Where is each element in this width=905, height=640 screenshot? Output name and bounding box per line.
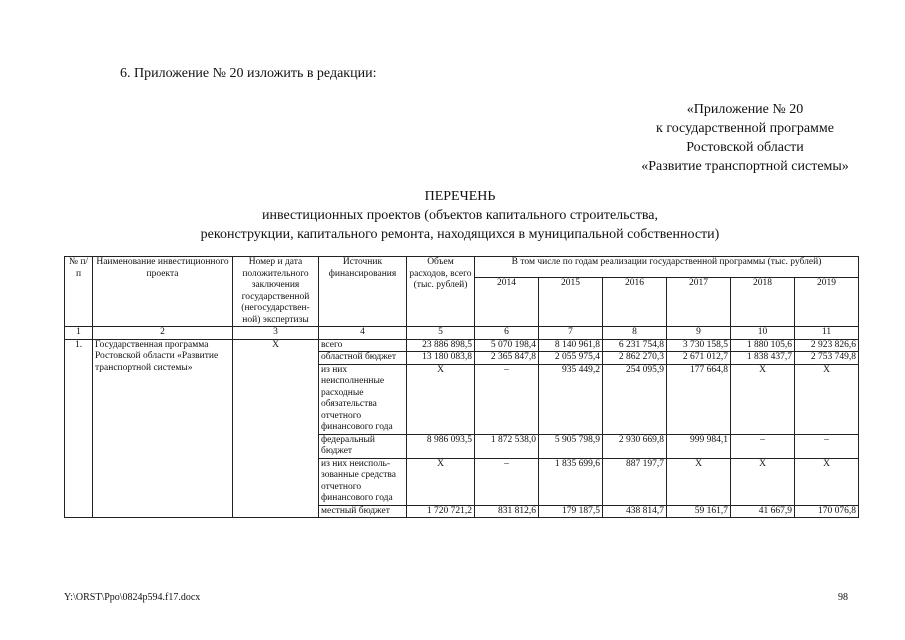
appendix-line: «Развитие транспортной системы» bbox=[641, 159, 849, 174]
column-number: 8 bbox=[603, 327, 667, 340]
year-value: 2 055 975,4 bbox=[539, 352, 603, 365]
year-value: – bbox=[475, 458, 539, 505]
year-value: 41 667,9 bbox=[731, 505, 795, 518]
appendix-line: «Приложение № 20 bbox=[686, 102, 804, 117]
funding-source: местный бюджет bbox=[319, 505, 407, 518]
total-value: 23 886 898,5 bbox=[407, 339, 475, 352]
year-value: 179 187,5 bbox=[539, 505, 603, 518]
appendix-reference bbox=[600, 100, 890, 176]
year-value: 2 671 012,7 bbox=[667, 352, 731, 365]
column-number: 6 bbox=[475, 327, 539, 340]
year-value: 935 449,2 bbox=[539, 364, 603, 434]
total-value: 8 986 093,5 bbox=[407, 434, 475, 458]
document-title bbox=[160, 187, 760, 244]
column-number: 3 bbox=[233, 327, 319, 340]
column-number: 10 bbox=[731, 327, 795, 340]
year-value: 177 664,8 bbox=[667, 364, 731, 434]
intro-text: 6. Приложение № 20 изложить в редакции: bbox=[120, 66, 377, 81]
year-value: 8 140 961,8 bbox=[539, 339, 603, 352]
column-number: 7 bbox=[539, 327, 603, 340]
header-num: № п/п bbox=[65, 257, 93, 327]
year-value: Х bbox=[667, 458, 731, 505]
year-value: – bbox=[795, 434, 859, 458]
year-value: Х bbox=[731, 364, 795, 434]
appendix-line: к государственной программе bbox=[656, 121, 834, 136]
year-value: 170 076,8 bbox=[795, 505, 859, 518]
year-value: 1 872 538,0 bbox=[475, 434, 539, 458]
year-value: 1 880 105,6 bbox=[731, 339, 795, 352]
column-number: 2 bbox=[93, 327, 233, 340]
column-number-row bbox=[65, 327, 859, 340]
header-year: 2016 bbox=[603, 278, 667, 327]
total-value: Х bbox=[407, 458, 475, 505]
table-header-row bbox=[65, 257, 859, 278]
total-value: 13 180 083,8 bbox=[407, 352, 475, 365]
year-value: 2 923 826,6 bbox=[795, 339, 859, 352]
title-line: инвестиционных проектов (объектов капитального строительства, bbox=[261, 208, 659, 223]
funding-source: областной бюджет bbox=[319, 352, 407, 365]
header-year: 2017 bbox=[667, 278, 731, 327]
column-number: 1 bbox=[65, 327, 93, 340]
header-source: Источник финансирования bbox=[319, 257, 407, 327]
year-value: Х bbox=[731, 458, 795, 505]
year-value: 1 835 699,6 bbox=[539, 458, 603, 505]
year-value: 1 838 437,7 bbox=[731, 352, 795, 365]
column-number: 9 bbox=[667, 327, 731, 340]
year-value: 2 365 847,8 bbox=[475, 352, 539, 365]
year-value: – bbox=[475, 364, 539, 434]
title-line: ПЕРЕЧЕНЬ bbox=[424, 189, 496, 204]
header-year: 2019 bbox=[795, 278, 859, 327]
year-value: 5 070 198,4 bbox=[475, 339, 539, 352]
header-expertise: Номер и дата положительного заключения государственной (негосударствен-ной) экспертизы bbox=[233, 257, 319, 327]
page-number: 98 bbox=[838, 592, 848, 603]
year-value: 6 231 754,8 bbox=[603, 339, 667, 352]
total-value: 1 720 721,2 bbox=[407, 505, 475, 518]
appendix-line: Ростовской области bbox=[686, 140, 804, 155]
header-years-group: В том числе по годам реализации государственной программы (тыс. рублей) bbox=[475, 257, 859, 278]
column-number: 4 bbox=[319, 327, 407, 340]
investment-projects-table bbox=[64, 256, 859, 518]
column-number: 5 bbox=[407, 327, 475, 340]
year-value: 254 095,9 bbox=[603, 364, 667, 434]
funding-source: из них неисполненные расходные обязательства отчетного финансового года bbox=[319, 364, 407, 434]
year-value: Х bbox=[795, 458, 859, 505]
header-year: 2014 bbox=[475, 278, 539, 327]
title-line: реконструкции, капитального ремонта, находящихся в муниципальной собственности) bbox=[200, 227, 720, 242]
year-value: 999 984,1 bbox=[667, 434, 731, 458]
year-value: 831 812,6 bbox=[475, 505, 539, 518]
year-value: 2 930 669,8 bbox=[603, 434, 667, 458]
year-value: 59 161,7 bbox=[667, 505, 731, 518]
total-value: Х bbox=[407, 364, 475, 434]
header-total: Объем расходов, всего (тыс. рублей) bbox=[407, 257, 475, 327]
year-value: 438 814,7 bbox=[603, 505, 667, 518]
year-value: 3 730 158,5 bbox=[667, 339, 731, 352]
project-name: Государственная программа Ростовской области «Развитие транспортной системы» bbox=[93, 339, 233, 518]
project-expertise: Х bbox=[233, 339, 319, 518]
year-value: Х bbox=[795, 364, 859, 434]
header-name: Наименование инвестиционного проекта bbox=[93, 257, 233, 327]
year-value: – bbox=[731, 434, 795, 458]
funding-source: федеральный бюджет bbox=[319, 434, 407, 458]
year-value: 5 905 798,9 bbox=[539, 434, 603, 458]
project-number: 1. bbox=[65, 339, 93, 518]
year-value: 2 862 270,3 bbox=[603, 352, 667, 365]
funding-source: всего bbox=[319, 339, 407, 352]
footer-file-path: Y:\ORST\Ppo\0824p594.f17.docx bbox=[64, 592, 201, 603]
header-year: 2018 bbox=[731, 278, 795, 327]
year-value: 887 197,7 bbox=[603, 458, 667, 505]
header-year: 2015 bbox=[539, 278, 603, 327]
table-row bbox=[65, 339, 859, 352]
funding-source: из них неисполь-зованные средства отчетного финансового года bbox=[319, 458, 407, 505]
column-number: 11 bbox=[795, 327, 859, 340]
year-value: 2 753 749,8 bbox=[795, 352, 859, 365]
